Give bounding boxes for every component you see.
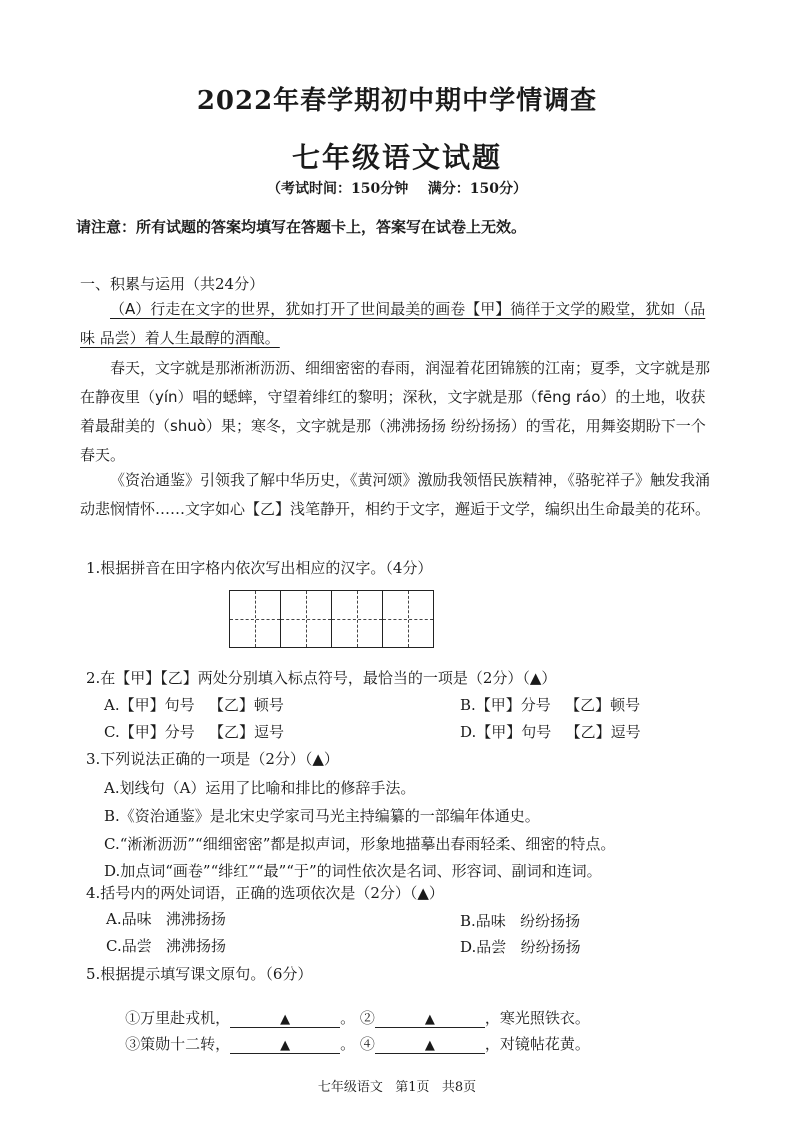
triangle-icon: ▲ [280,1038,291,1053]
q5-prompt: 。 ② [340,1009,375,1027]
exam-subtitle: 七年级语文试题 [291,141,502,174]
answer-blank[interactable] [230,1035,340,1054]
q2-option-b[interactable]: B.【甲】分号 【乙】顿号 [460,696,641,714]
triangle-icon: ▲ [424,1038,435,1053]
question-4: 4.括号内的两处词语，正确的选项依次是（2分）（▲） [86,884,444,902]
passage-paragraph-3: 《资治通鉴》引领我了解中华历史，《黄河颂》激励我领悟民族精神，《骆驼祥子》触发我涌动悲悯情怀……文字如心【乙】浅笔静开，相约于文字，邂逅于文学，编织出生命最美的花环。 [80,471,711,518]
q3-option-d[interactable]: D.加点词“画卷”“绯红”“最”“于”的词性依次是名词、形容词、副词和连词。 [104,862,602,880]
q4-option-d[interactable]: D.品尝 纷纷扬扬 [460,938,581,956]
q5-prompt: 。 ④ [340,1035,375,1053]
question-2: 2.在【甲】【乙】两处分别填入标点符号，最恰当的一项是（2分）（▲） [86,669,557,687]
answer-blank[interactable] [375,1035,485,1054]
grid-cell[interactable] [281,591,332,647]
q5-prompt: ，对镜帖花黄。 [484,1035,590,1053]
grid-cell[interactable] [230,591,281,647]
q5-prompt: ③策勋十二转， [125,1035,231,1053]
q3-option-c[interactable]: C.“淅淅沥沥”“细细密密”都是拟声词，形象地描摹出春雨轻柔、细密的特点。 [104,835,616,853]
grid-cell[interactable] [383,591,433,647]
triangle-icon: ▲ [280,1012,291,1027]
q5-prompt: ，寒光照铁衣。 [484,1009,590,1027]
exam-info: （考试时间：150分钟 满分：150分） [267,181,527,197]
q4-option-b[interactable]: B.品味 纷纷扬扬 [460,912,581,930]
page-footer: 七年级语文 第1页 共8页 [317,1080,477,1095]
q2-option-c[interactable]: C.【甲】分号 【乙】逗号 [104,723,285,741]
passage-paragraph-1: （A）行走在文字的世界，犹如打开了世间最美的画卷【甲】徜徉于文学的殿堂，犹如（品味 品尝）着人生最醇的酒酿。 [80,300,706,347]
q2-option-a[interactable]: A.【甲】句号 【乙】顿号 [104,696,284,714]
grid-cell[interactable] [332,591,383,647]
passage-paragraph-2: 春天，文字就是那淅淅沥沥、细细密密的春雨，润湿着花团锦簇的江南；夏季，文字就是那在静夜里（yín）唱的蟋蟀，守望着绯红的黎明；深秋，文字就是那（fēng ráo）的土地，收获着最甜美的（shuò）果；寒冬，文字就是那（沸沸扬扬 纷纷扬扬）的雪花，用舞姿期盼下一个春天。 [80,359,711,464]
tianzige-grid [229,590,434,648]
exam-title: 2022年春学期初中期中学情调查 [196,86,598,116]
section-heading: 一、积累与运用（共24分） [80,275,265,293]
q3-option-a[interactable]: A.划线句（A）运用了比喻和排比的修辞手法。 [104,779,416,797]
question-3: 3.下列说法正确的一项是（2分）（▲） [86,750,339,768]
question-1: 1.根据拼音在田字格内依次写出相应的汉字。（4分） [86,559,433,577]
q4-option-a[interactable]: A.品味 沸沸扬扬 [106,910,226,928]
notice: 请注意：所有试题的答案均填写在答题卡上，答案写在试卷上无效。 [76,218,527,236]
q4-option-c[interactable]: C.品尝 沸沸扬扬 [106,937,227,955]
triangle-icon: ▲ [424,1012,435,1027]
q3-option-b[interactable]: B.《资治通鉴》是北宋史学家司马光主持编纂的一部编年体通史。 [104,807,540,825]
q5-line-2 [106,1015,590,1072]
q5-prompt: ①万里赴戎机， [125,1009,231,1027]
question-5: 5.根据提示填写课文原句。（6分） [86,965,313,983]
q2-option-d[interactable]: D.【甲】句号 【乙】逗号 [460,723,641,741]
